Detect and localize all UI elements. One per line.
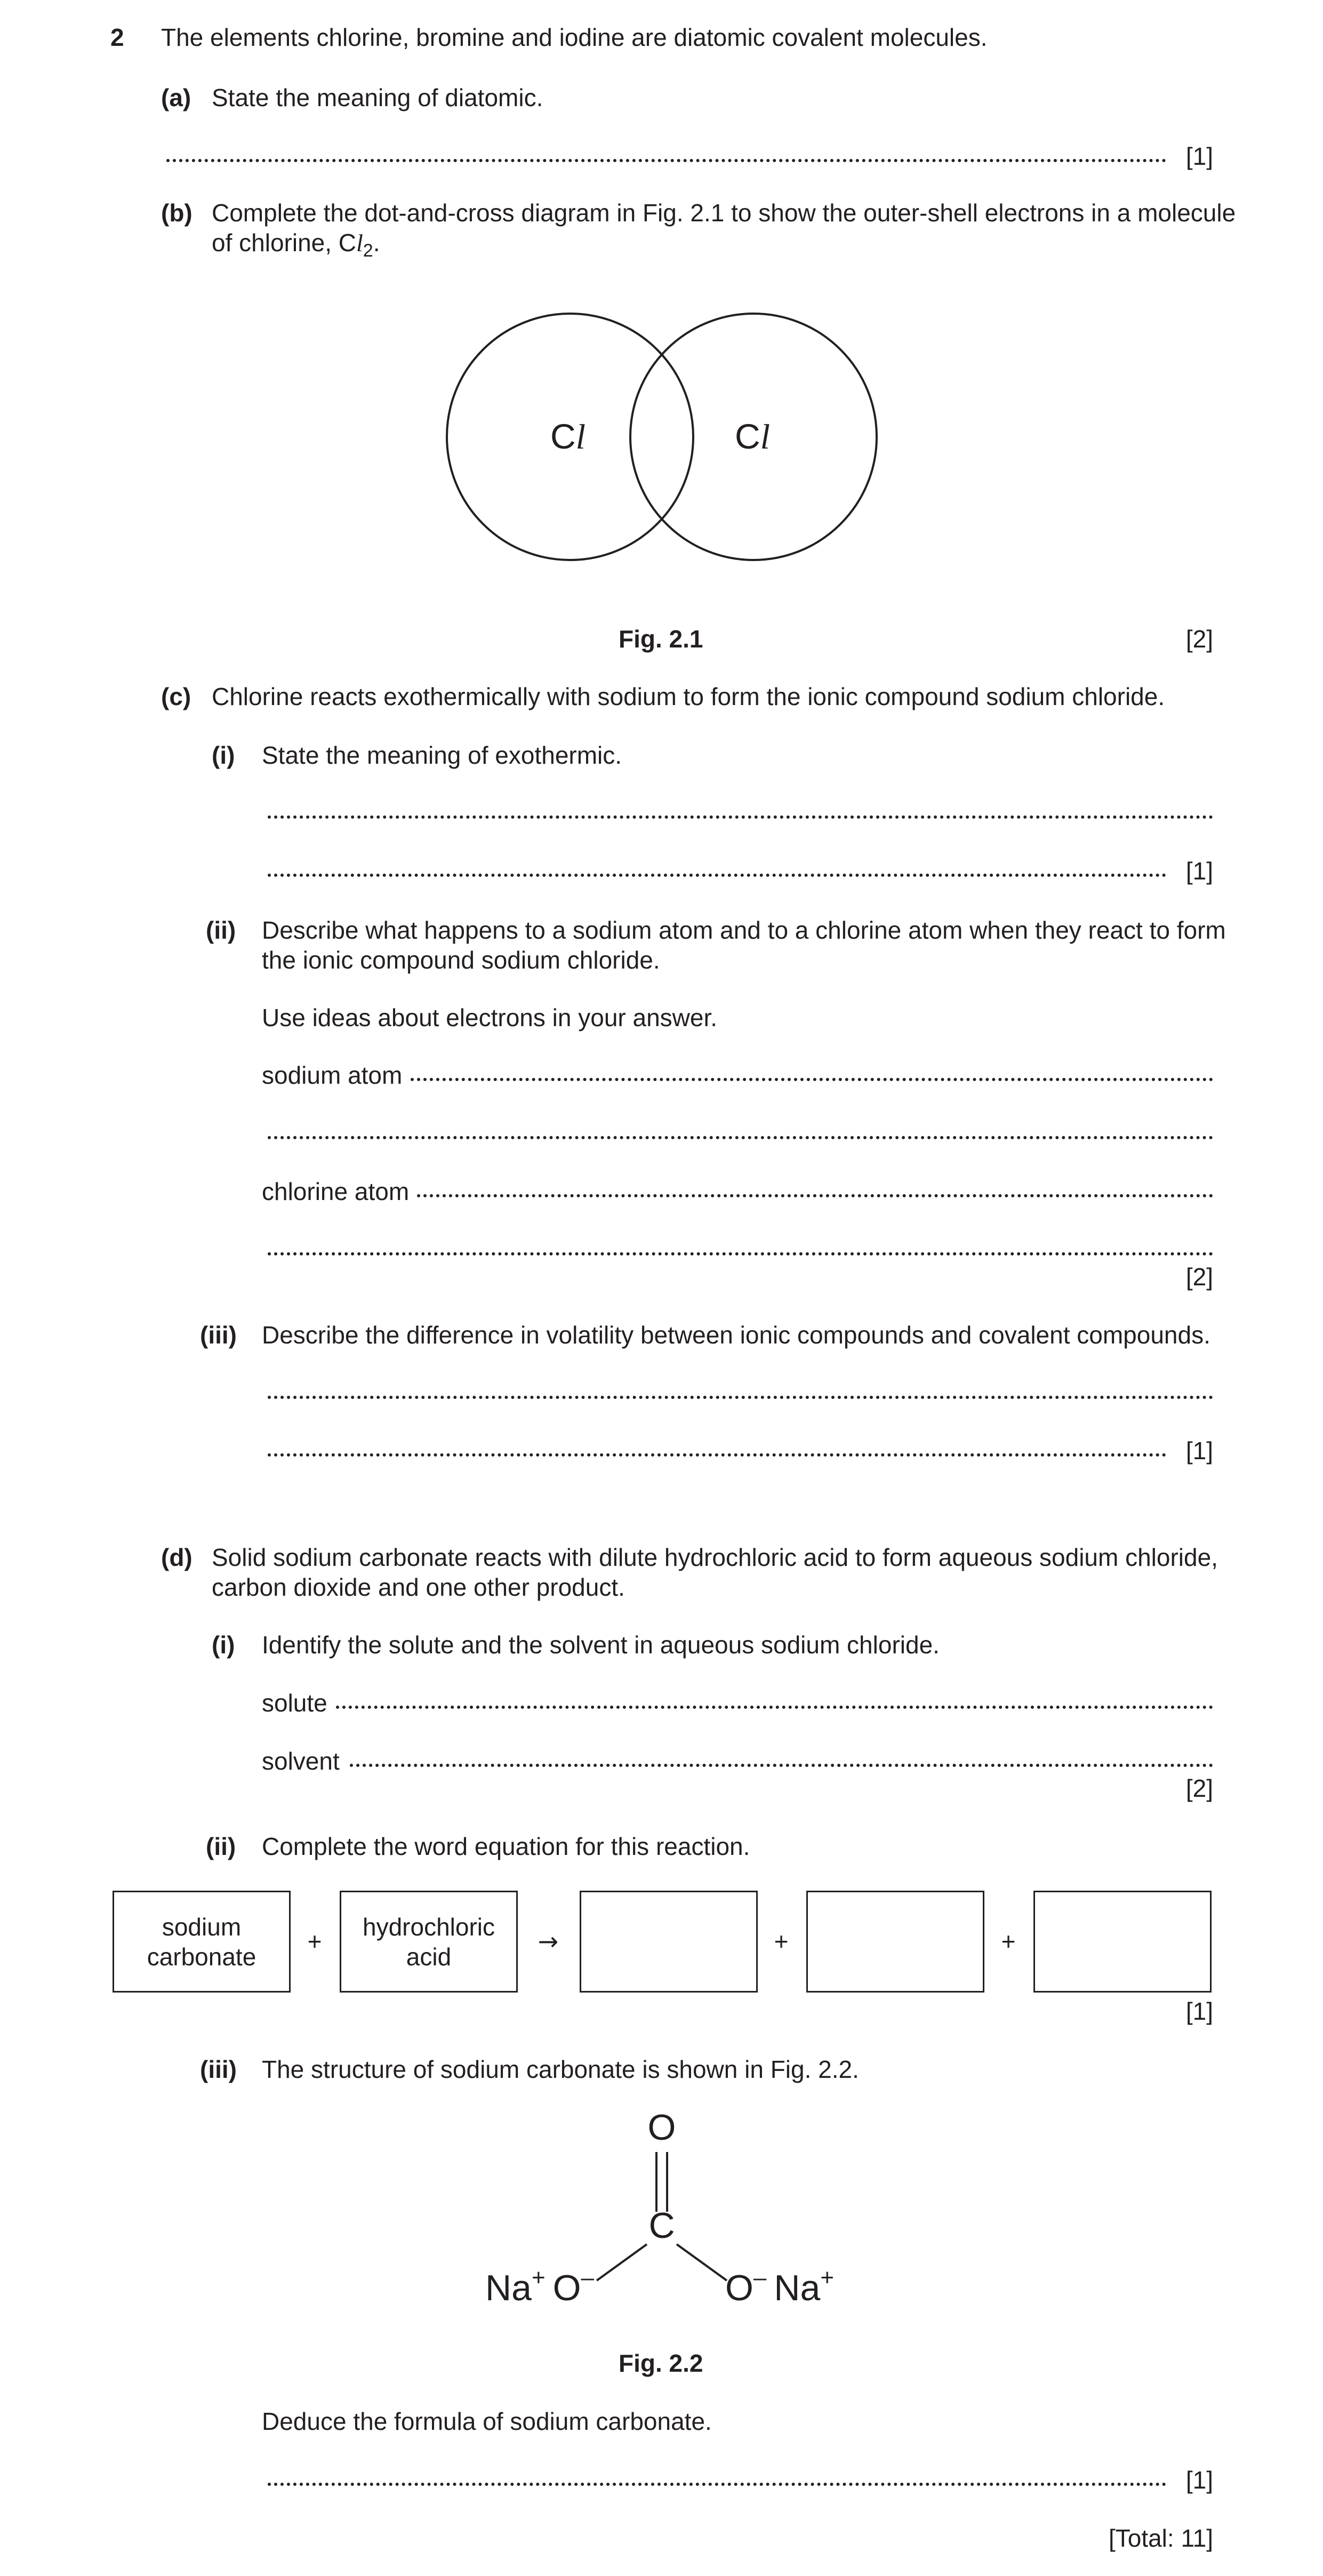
solute-label: solute — [262, 1689, 327, 1717]
part-b-line2-sub: 2 — [363, 241, 373, 261]
sodium-atom-label: sodium atom — [262, 1061, 403, 1089]
part-d-iii-label: (iii) — [200, 2055, 237, 2083]
atom-o-top: O — [647, 2107, 676, 2148]
total-marks: [Total: 11] — [1108, 2524, 1213, 2552]
question-number: 2 — [110, 23, 124, 51]
fig-2-2-caption: Fig. 2.2 — [619, 2349, 703, 2377]
fig-2-1-caption: Fig. 2.1 — [619, 625, 703, 653]
part-d-ii-label: (ii) — [206, 1833, 236, 1860]
right-atom-c: C — [735, 417, 760, 456]
marks-d-i: [2] — [1185, 1774, 1213, 1802]
left-atom-c: C — [550, 417, 576, 456]
marks-b: [2] — [1185, 625, 1213, 653]
part-c-text: Chlorine reacts exothermically with sodium to form the ionic compound sodium chloride. — [212, 683, 1165, 710]
part-b-line1: Complete the dot-and-cross diagram in Fig. 2.1 to show the outer-shell electrons in a molecule — [212, 199, 1236, 227]
part-c-iii-text: Describe the difference in volatility between ionic compounds and covalent compounds. — [262, 1321, 1210, 1349]
reaction-arrow: → — [538, 1927, 559, 1956]
left-atom-l: l — [575, 418, 586, 457]
part-a-text: State the meaning of diatomic. — [212, 84, 543, 111]
plus-sign-2: + — [774, 1927, 789, 1955]
left-o: O — [552, 2268, 581, 2308]
box1-line2: carbonate — [147, 1942, 256, 1971]
part-d-line1: Solid sodium carbonate reacts with dilute hydrochloric acid to form aqueous sodium chloride, — [212, 1543, 1218, 1571]
box1-line1: sodium — [162, 1913, 242, 1941]
part-d-iii-text: The structure of sodium carbonate is shown in Fig. 2.2. — [262, 2055, 859, 2083]
marks-d-iii: [1] — [1185, 2466, 1213, 2494]
part-d-i-text: Identify the solute and the solvent in aqueous sodium chloride. — [262, 1631, 940, 1659]
part-d-line2: carbon dioxide and one other product. — [212, 1573, 625, 1601]
part-c-i-text: State the meaning of exothermic. — [262, 741, 622, 769]
single-bond-left — [597, 2244, 647, 2281]
part-a-label: (a) — [161, 84, 191, 111]
part-c-iii-label: (iii) — [200, 1321, 237, 1349]
part-c-ii-label: (ii) — [206, 916, 236, 944]
right-ion-group — [725, 2265, 834, 2308]
atom-c: C — [648, 2205, 675, 2246]
plus-sign-1: + — [307, 1927, 322, 1955]
box2-line1: hydrochloric — [363, 1913, 495, 1941]
part-c-ii-line1: Describe what happens to a sodium atom and to a chlorine atom when they react to form — [262, 916, 1226, 944]
answer-line-d-iii[interactable] — [268, 2483, 1166, 2486]
solvent-label: solvent — [262, 1747, 340, 1775]
part-b-line2-prefix: of chlorine, C — [212, 229, 357, 257]
right-na: Na — [774, 2268, 821, 2308]
part-d-ii-text: Complete the word equation for this reaction. — [262, 1833, 750, 1860]
left-o-charge: – — [581, 2265, 595, 2291]
right-atom-l: l — [760, 418, 771, 457]
chlorine-atom-label: chlorine atom — [262, 1178, 410, 1205]
part-c-ii-line2: the ionic compound sodium chloride. — [262, 946, 660, 974]
plus-sign-3: + — [1001, 1927, 1016, 1955]
right-na-charge: + — [820, 2265, 835, 2291]
part-b-label: (b) — [161, 199, 193, 227]
part-c-i-label: (i) — [212, 741, 235, 769]
right-o: O — [725, 2268, 753, 2308]
question-stem: The elements chlorine, bromine and iodine are diatomic covalent molecules. — [161, 23, 988, 51]
marks-c-i: [1] — [1185, 857, 1213, 885]
marks-c-ii: [2] — [1185, 1263, 1213, 1291]
part-d-i-label: (i) — [212, 1631, 235, 1659]
part-b-line2-end: . — [373, 229, 380, 257]
left-na: Na — [485, 2268, 532, 2308]
marks-d-ii: [1] — [1185, 1997, 1213, 2025]
left-ion-group — [485, 2265, 595, 2308]
part-d-label: (d) — [161, 1543, 193, 1571]
single-bond-right — [677, 2244, 727, 2281]
marks-a: [1] — [1185, 142, 1213, 170]
box2-line2: acid — [406, 1942, 452, 1971]
part-b-line2-l: l — [356, 229, 363, 257]
left-na-charge: + — [531, 2265, 546, 2291]
part-c-label: (c) — [161, 683, 191, 710]
right-o-charge: – — [753, 2265, 767, 2291]
part-d-iii-prompt: Deduce the formula of sodium carbonate. — [262, 2407, 712, 2435]
marks-c-iii: [1] — [1185, 1437, 1213, 1465]
part-c-ii-hint: Use ideas about electrons in your answer. — [262, 1004, 718, 1031]
